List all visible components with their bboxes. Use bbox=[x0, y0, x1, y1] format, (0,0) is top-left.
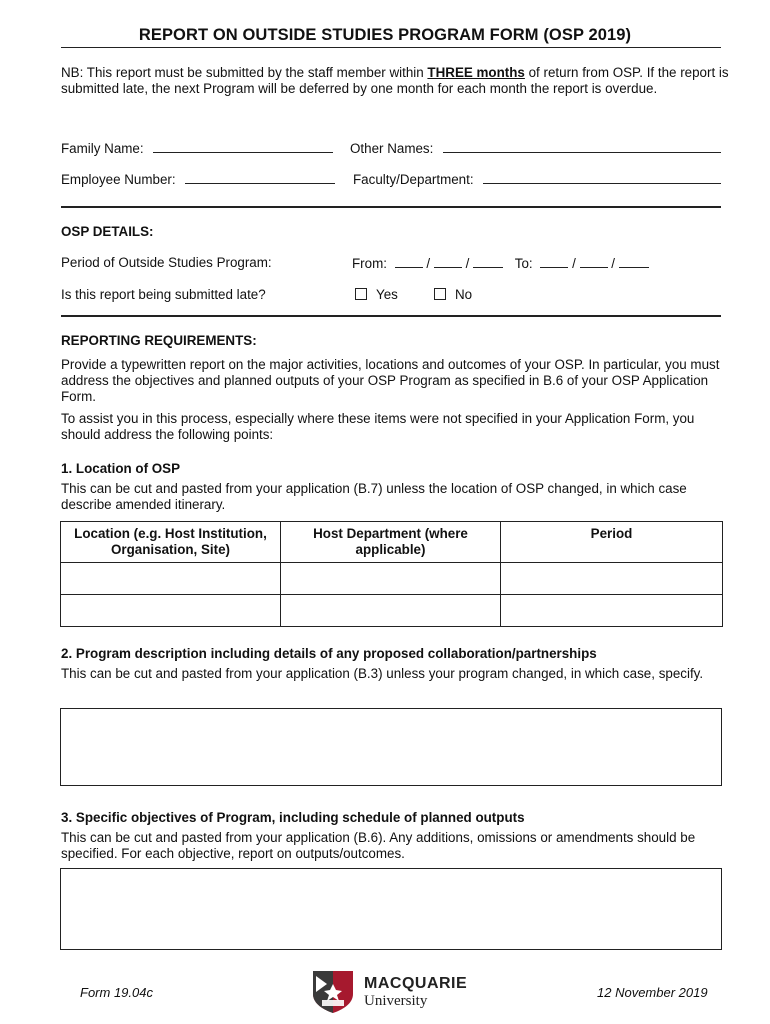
employee-number-row bbox=[61, 171, 335, 187]
no-option[interactable] bbox=[434, 287, 472, 302]
column-header-host-department: Host Department (where applicable) bbox=[281, 522, 501, 563]
university-logo bbox=[312, 970, 472, 1016]
page-title: REPORT ON OUTSIDE STUDIES PROGRAM FORM (OSP 2019) bbox=[138, 26, 632, 44]
section-3-heading: 3. Specific objectives of Program, including schedule of planned outputs bbox=[61, 810, 525, 825]
logo-subtitle: University bbox=[364, 993, 428, 1009]
reporting-paragraph-2: To assist you in this process, especially where these items were not specified in your Application Form, you should address the following points: bbox=[61, 411, 695, 442]
other-names-row bbox=[350, 140, 721, 156]
faculty-department-field[interactable] bbox=[483, 171, 721, 184]
employee-number-field[interactable] bbox=[185, 171, 335, 184]
period-label: Period of Outside Studies Program: bbox=[61, 255, 272, 270]
title-divider bbox=[61, 47, 721, 48]
reporting-paragraph-1: Provide a typewritten report on the major activities, locations and outcomes of your OSP. In particular, you must address the objectives and planned outputs of your OSP Program as specified in B.6 of your OSP Application Form. bbox=[61, 357, 720, 404]
form-number: Form 19.04c bbox=[80, 985, 153, 1000]
no-label: No bbox=[455, 287, 473, 302]
family-name-label: Family Name: bbox=[61, 141, 144, 156]
no-checkbox[interactable] bbox=[434, 288, 446, 300]
family-name-field[interactable] bbox=[153, 140, 333, 153]
column-header-period: Period bbox=[501, 522, 723, 563]
nb-suffix: of return from OSP. If the report is submitted late, the next Program will be deferred by one month for each month the report is overdue. bbox=[61, 65, 729, 96]
other-names-field[interactable] bbox=[443, 140, 721, 153]
table-header-row bbox=[61, 522, 723, 563]
faculty-department-row bbox=[353, 171, 721, 187]
to-label: To: bbox=[514, 256, 533, 271]
from-month-field[interactable] bbox=[434, 255, 462, 268]
table-cell[interactable] bbox=[501, 595, 723, 627]
section-1-text: This can be cut and pasted from your application (B.7) unless the location of OSP changed, in which case describe amended itinerary. bbox=[61, 481, 687, 512]
to-day-field[interactable] bbox=[540, 255, 568, 268]
section-2-text: This can be cut and pasted from your application (B.3) unless your program changed, in which case, specify. bbox=[61, 666, 704, 681]
table-cell[interactable] bbox=[501, 563, 723, 595]
table-row bbox=[61, 595, 723, 627]
yes-label: Yes bbox=[376, 287, 398, 302]
from-year-field[interactable] bbox=[473, 255, 503, 268]
employee-number-label: Employee Number: bbox=[61, 172, 176, 187]
yes-checkbox[interactable] bbox=[355, 288, 367, 300]
section-divider bbox=[61, 315, 721, 317]
form-date: 12 November 2019 bbox=[597, 985, 708, 1000]
osp-details-heading: OSP DETAILS: bbox=[61, 224, 154, 239]
from-day-field[interactable] bbox=[395, 255, 423, 268]
section-3-response-box[interactable] bbox=[60, 868, 722, 950]
from-label: From: bbox=[352, 256, 387, 271]
nb-emphasis: THREE months bbox=[427, 65, 525, 80]
faculty-department-label: Faculty/Department: bbox=[353, 172, 474, 187]
nb-prefix: NB: This report must be submitted by the staff member within bbox=[61, 65, 428, 80]
table-cell[interactable] bbox=[281, 563, 501, 595]
reporting-heading: REPORTING REQUIREMENTS: bbox=[61, 333, 257, 348]
section-2-heading: 2. Program description including details of any proposed collaboration/partnerships bbox=[61, 646, 597, 661]
crest-icon bbox=[312, 970, 354, 1014]
yes-option[interactable] bbox=[355, 287, 398, 302]
family-name-row bbox=[61, 140, 333, 156]
location-table bbox=[60, 521, 723, 627]
table-cell[interactable] bbox=[61, 595, 281, 627]
to-month-field[interactable] bbox=[580, 255, 608, 268]
logo-wordmark: MACQUARIE bbox=[364, 975, 468, 992]
section-3-text: This can be cut and pasted from your application (B.6). Any additions, omissions or amendments should be specified. For each objective, report on outputs/outcomes. bbox=[61, 830, 696, 861]
nb-notice bbox=[61, 65, 731, 97]
section-1-heading: 1. Location of OSP bbox=[61, 461, 181, 476]
period-dates: From: / / To: / / bbox=[352, 255, 649, 271]
table-row bbox=[61, 563, 723, 595]
to-year-field[interactable] bbox=[619, 255, 649, 268]
late-label: Is this report being submitted late? bbox=[61, 287, 266, 302]
section-2-response-box[interactable] bbox=[60, 708, 722, 786]
section-divider bbox=[61, 206, 721, 208]
column-header-location: Location (e.g. Host Institution, Organisation, Site) bbox=[61, 522, 281, 563]
other-names-label: Other Names: bbox=[350, 141, 434, 156]
table-cell[interactable] bbox=[281, 595, 501, 627]
table-cell[interactable] bbox=[61, 563, 281, 595]
